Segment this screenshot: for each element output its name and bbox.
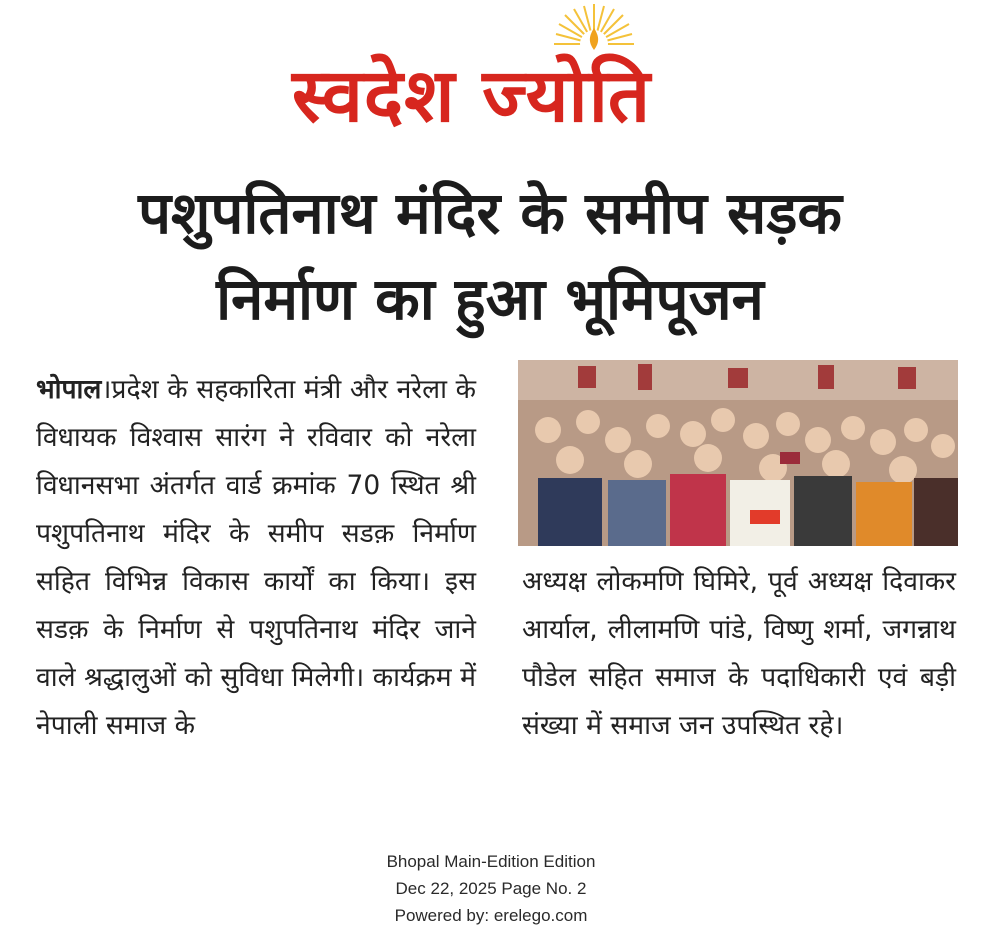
- body-text-left: ।प्रदेश के सहकारिता मंत्री और नरेला के विधायक विश्वास सारंग ने रविवार को नरेला विधानसभा अंतर्गत वार्ड क्रमांक 70 स्थित श्री पशुपतिनाथ मंदिर के समीप सडक़ निर्माण सहित विभिन्न विकास कार्यों का किया। इस सडक़ के निर्माण से पशुपतिनाथ मंदिर जाने वाले श्रद्धालुओं को सुविधा मिलेगी। कार्यक्रम में नेपाली समाज के: [36, 374, 476, 741]
- masthead: [0, 0, 982, 150]
- headline-line-2: निर्माण का हुआ भूमिपूजन: [216, 265, 764, 333]
- headline-line-1: पशुपतिनाथ मंदिर के समीप सड़क: [138, 179, 842, 247]
- crowd-photo-illustration: [518, 360, 958, 546]
- edition-label: Bhopal Main-Edition Edition: [386, 852, 596, 871]
- powered-by-label: Powered by: erelego.com: [394, 906, 588, 925]
- event-photo: [518, 360, 958, 546]
- masthead-title: स्वदेश ज्योति: [292, 53, 652, 139]
- page-footer: [291, 848, 691, 929]
- date-page-label: Dec 22, 2025 Page No. 2: [395, 879, 587, 898]
- article-body-right: अध्यक्ष लोकमणि घिमिरे, पूर्व अध्यक्ष दिवाकर आर्याल, लीलामणि पांडे, विष्णु शर्मा, जगन्नाथ पौडेल सहित समाज के पदाधिकारी एवं बड़ी संख्या में समाज जन उपस्थित रहे।: [522, 566, 956, 741]
- headline: [40, 170, 940, 342]
- dateline: भोपाल: [36, 374, 102, 405]
- article-body-left: [36, 366, 476, 750]
